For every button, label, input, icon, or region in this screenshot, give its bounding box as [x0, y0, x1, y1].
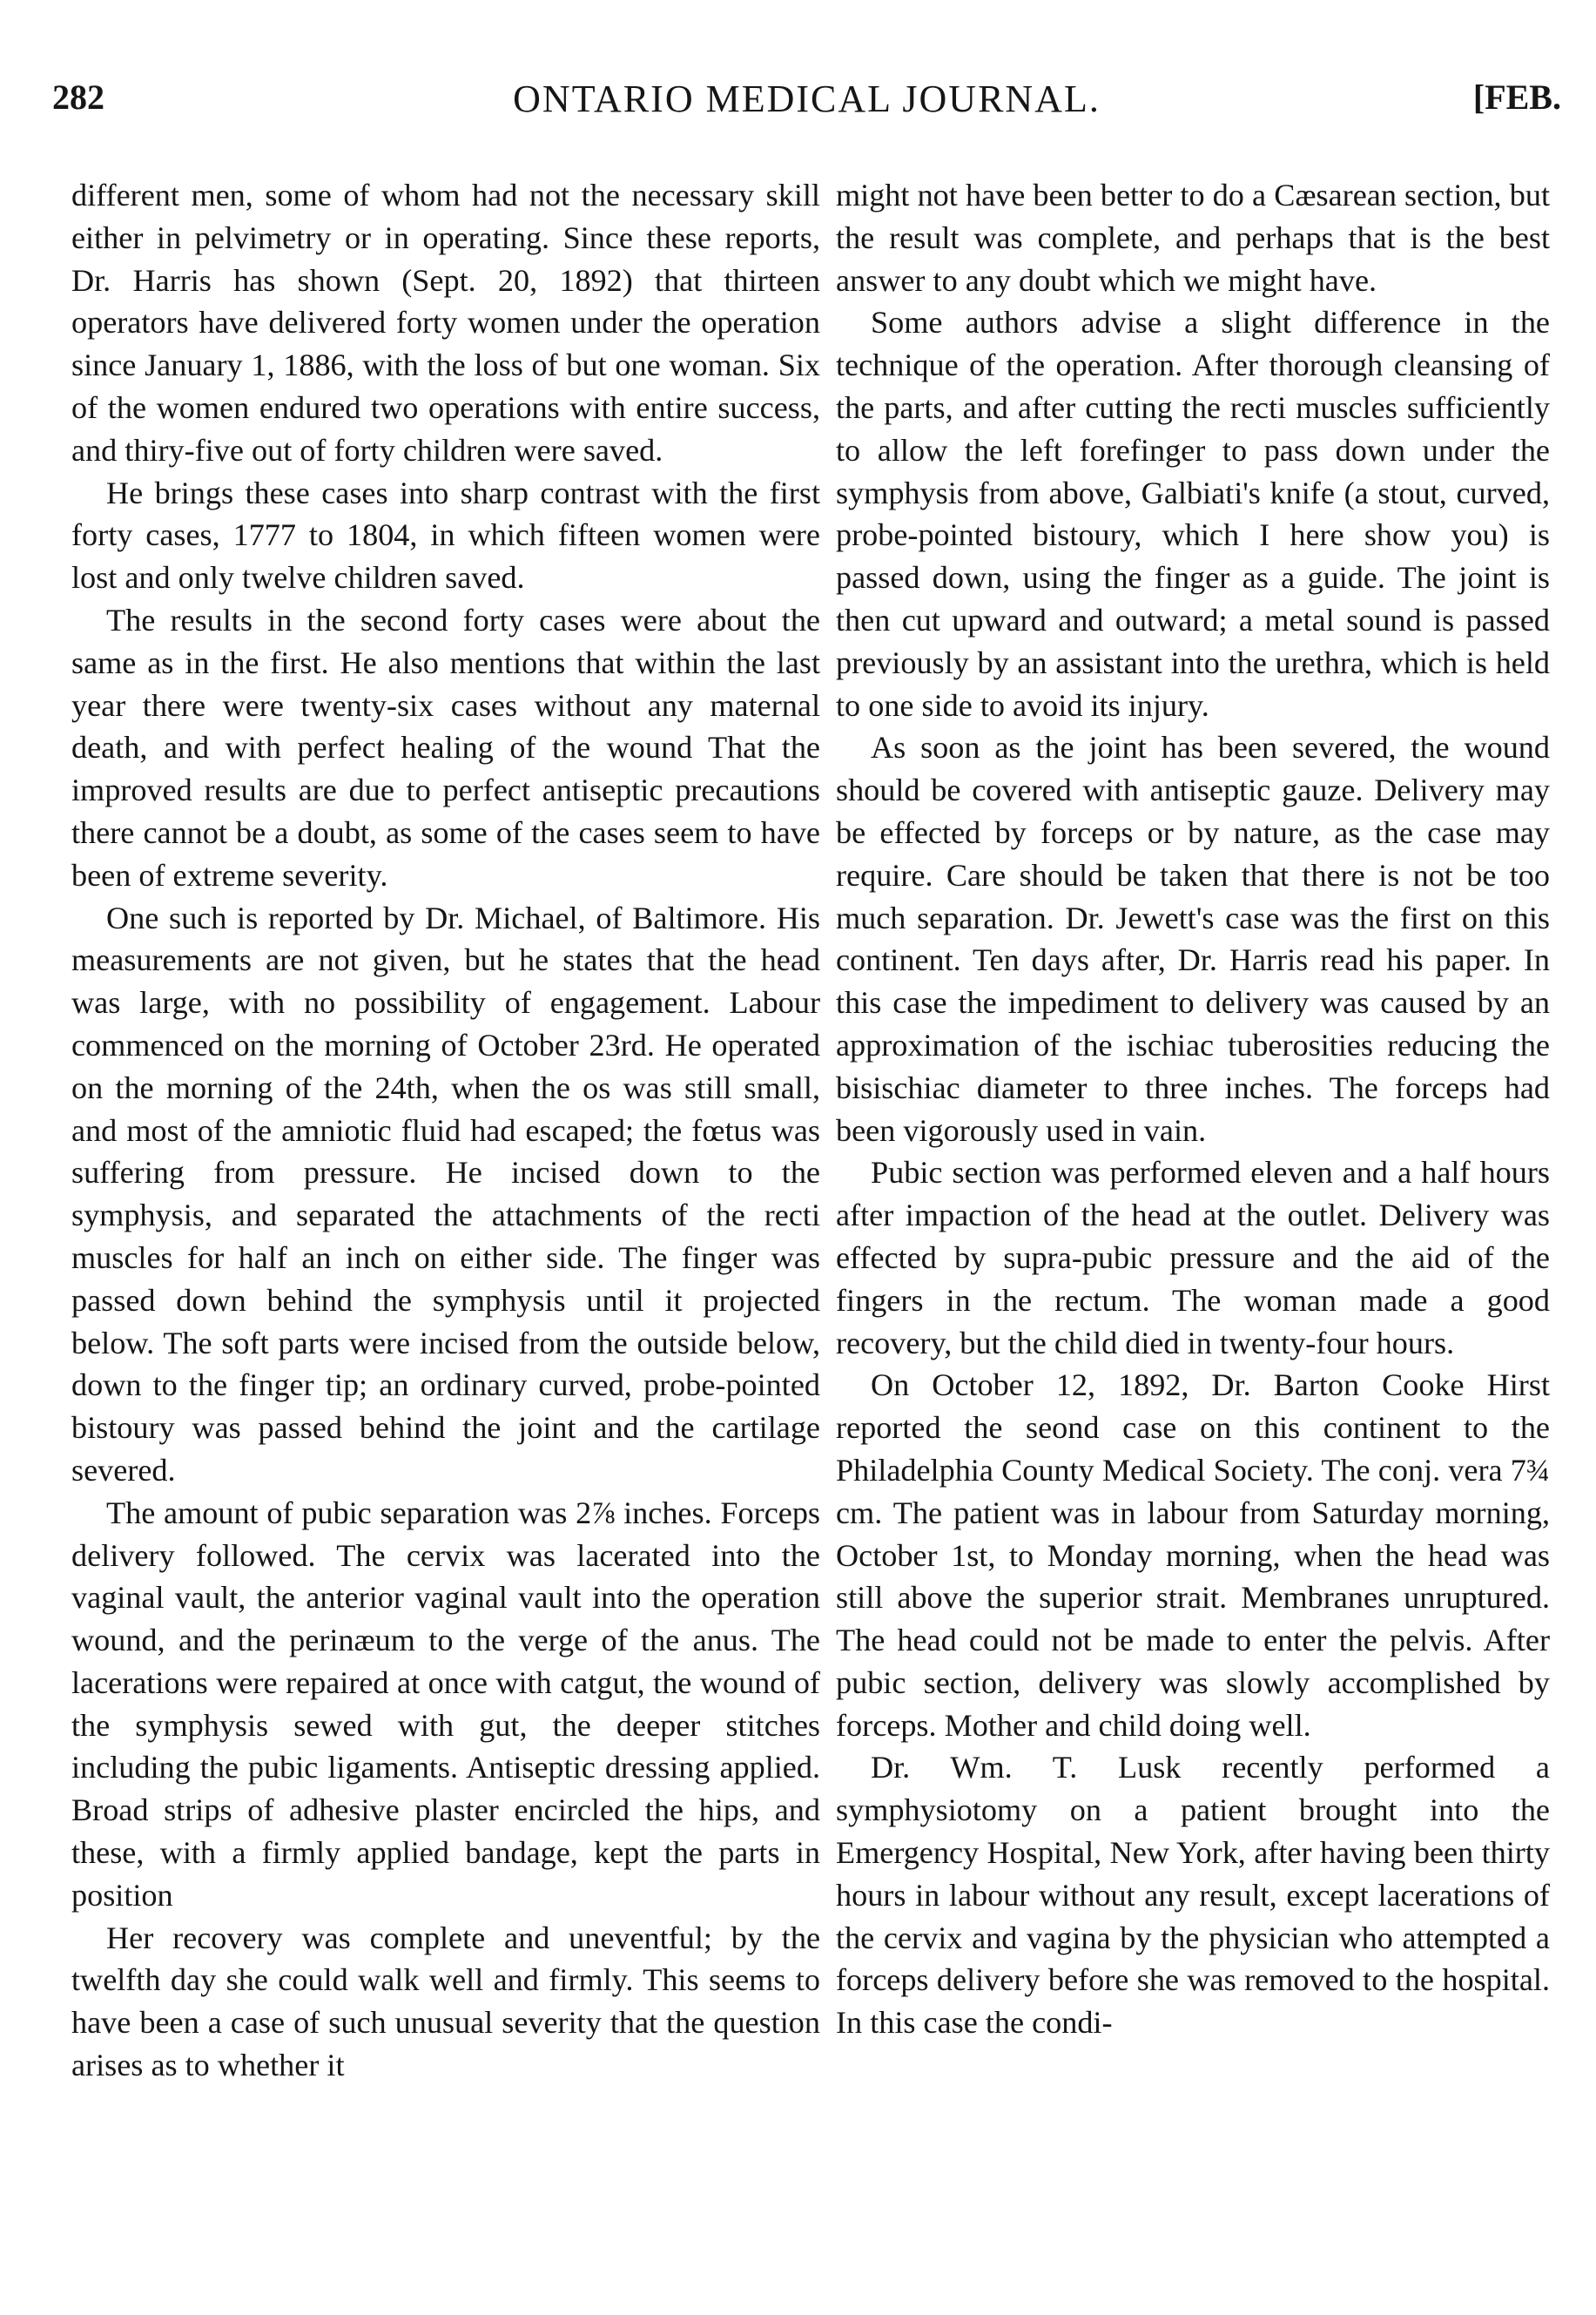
paragraph: Some authors advise a slight difference in the technique of the operation. After thorough cleansing of the parts, and after cutting the recti muscles sufficiently to allow the left forefinger to pass down under the symphysis from above, Galbiati's knife (a stout, curved, probe-pointed bistoury, which I here show you) is passed down, using the finger as a guide. The joint is then cut upward and outward; a metal sound is passed previously by an assistant into the urethra, which is held to one side to avoid its injury.	[836, 305, 1550, 723]
running-header	[52, 77, 1561, 138]
page-number: 282	[52, 78, 104, 117]
paragraph: The results in the second forty cases were about the same as in the first. He also mentions that within the last year there were twenty-six cases without any maternal death, and with perfect healing of the wound That the improved results are due to perfect antiseptic precautions there cannot be a doubt, as some of the cases seem to have been of extreme severity.	[71, 602, 820, 893]
paragraph: Pubic section was performed eleven and a half hours after impaction of the head at the outlet. Delivery was effected by supra-pubic pressure and the aid of the fingers in the rectum. The woman made a good recovery, but the child died in twenty-four hours.	[836, 1155, 1550, 1360]
paragraph: different men, some of whom had not the necessary skill either in pelvimetry or in operating. Since these reports, Dr. Harris has shown (Sept. 20, 1892) that thirteen operators have delivered forty women under the operation since January 1, 1886, with the loss of but one woman. Six of the women endured two operations with entire success, and thiry-five out of forty children were saved.	[71, 178, 820, 468]
paragraph: He brings these cases into sharp contrast with the first forty cases, 1777 to 1804, in which fifteen women were lost and only twelve children saved.	[71, 475, 820, 596]
paragraph: Her recovery was complete and uneventful; by the twelfth day she could walk well and firmly. This seems to have been a case of such unusual severity that the question arises as to whether it	[71, 1920, 820, 2083]
journal-title: ONTARIO MEDICAL JOURNAL.	[513, 78, 1101, 120]
issue-month: [FEB.	[1472, 78, 1561, 117]
paragraph: One such is reported by Dr. Michael, of Baltimore. His measurements are not given, but he states that the head was large, with no possibility of engagement. Labour commenced on the morning of October 23rd. He operated on the morning of the 24th, when the os was still small, and most of the amniotic fluid had escaped; the fœtus was suffering from pressure. He incised down to the symphysis, and separated the attachments of the recti muscles for half an inch on either side. The finger was passed down behind the symphysis until it projected below. The soft parts were incised from the outside below, down to the finger tip; an ordinary curved, probe-pointed bistoury was passed behind the joint and the cartilage severed.	[71, 900, 820, 1488]
paragraph: might not have been better to do a Cæsarean section, but the result was complete, and perhaps that is the best answer to any doubt which we might have.	[836, 178, 1550, 298]
left-column	[71, 174, 820, 2087]
paragraph: The amount of pubic separation was 2⅞ inches. Forceps delivery followed. The cervix was lacerated into the vaginal vault, the anterior vaginal vault into the operation wound, and the perinæum to the verge of the anus. The lacerations were repaired at once with catgut, the wound of the symphysis sewed with gut, the deeper stitches including the pubic ligaments. Antiseptic dressing applied. Broad strips of adhesive plaster encircled the hips, and these, with a firmly applied bandage, kept the parts in position	[71, 1495, 820, 1913]
paragraph: On October 12, 1892, Dr. Barton Cooke Hirst reported the seond case on this continent to the Philadelphia County Medical Society. The conj. vera 7¾ cm. The patient was in labour from Saturday morning, October 1st, to Monday morning, when the head was still above the superior strait. Membranes unruptured. The head could not be made to enter the pelvis. After pubic section, delivery was slowly accomplished by forceps. Mother and child doing well.	[836, 1367, 1550, 1743]
paragraph: As soon as the joint has been severed, the wound should be covered with antiseptic gauze. Delivery may be effected by forceps or by nature, as the case may require. Care should be taken that there is not be too much separation. Dr. Jewett's case was the first on this continent. Ten days after, Dr. Harris read his paper. In this case the impediment to delivery was caused by an approximation of the ischiac tuberosities reducing the bisischiac diameter to three inches. The forceps had been vigorously used in vain.	[836, 730, 1550, 1148]
paragraph: Dr. Wm. T. Lusk recently performed a symphysiotomy on a patient brought into the Emergency Hospital, New York, after having been thirty hours in labour without any result, except lacerations of the cervix and vagina by the physician who attempted a forceps delivery before she was removed to the hospital. In this case the condi-	[836, 1750, 1550, 2041]
right-column	[836, 174, 1550, 2044]
